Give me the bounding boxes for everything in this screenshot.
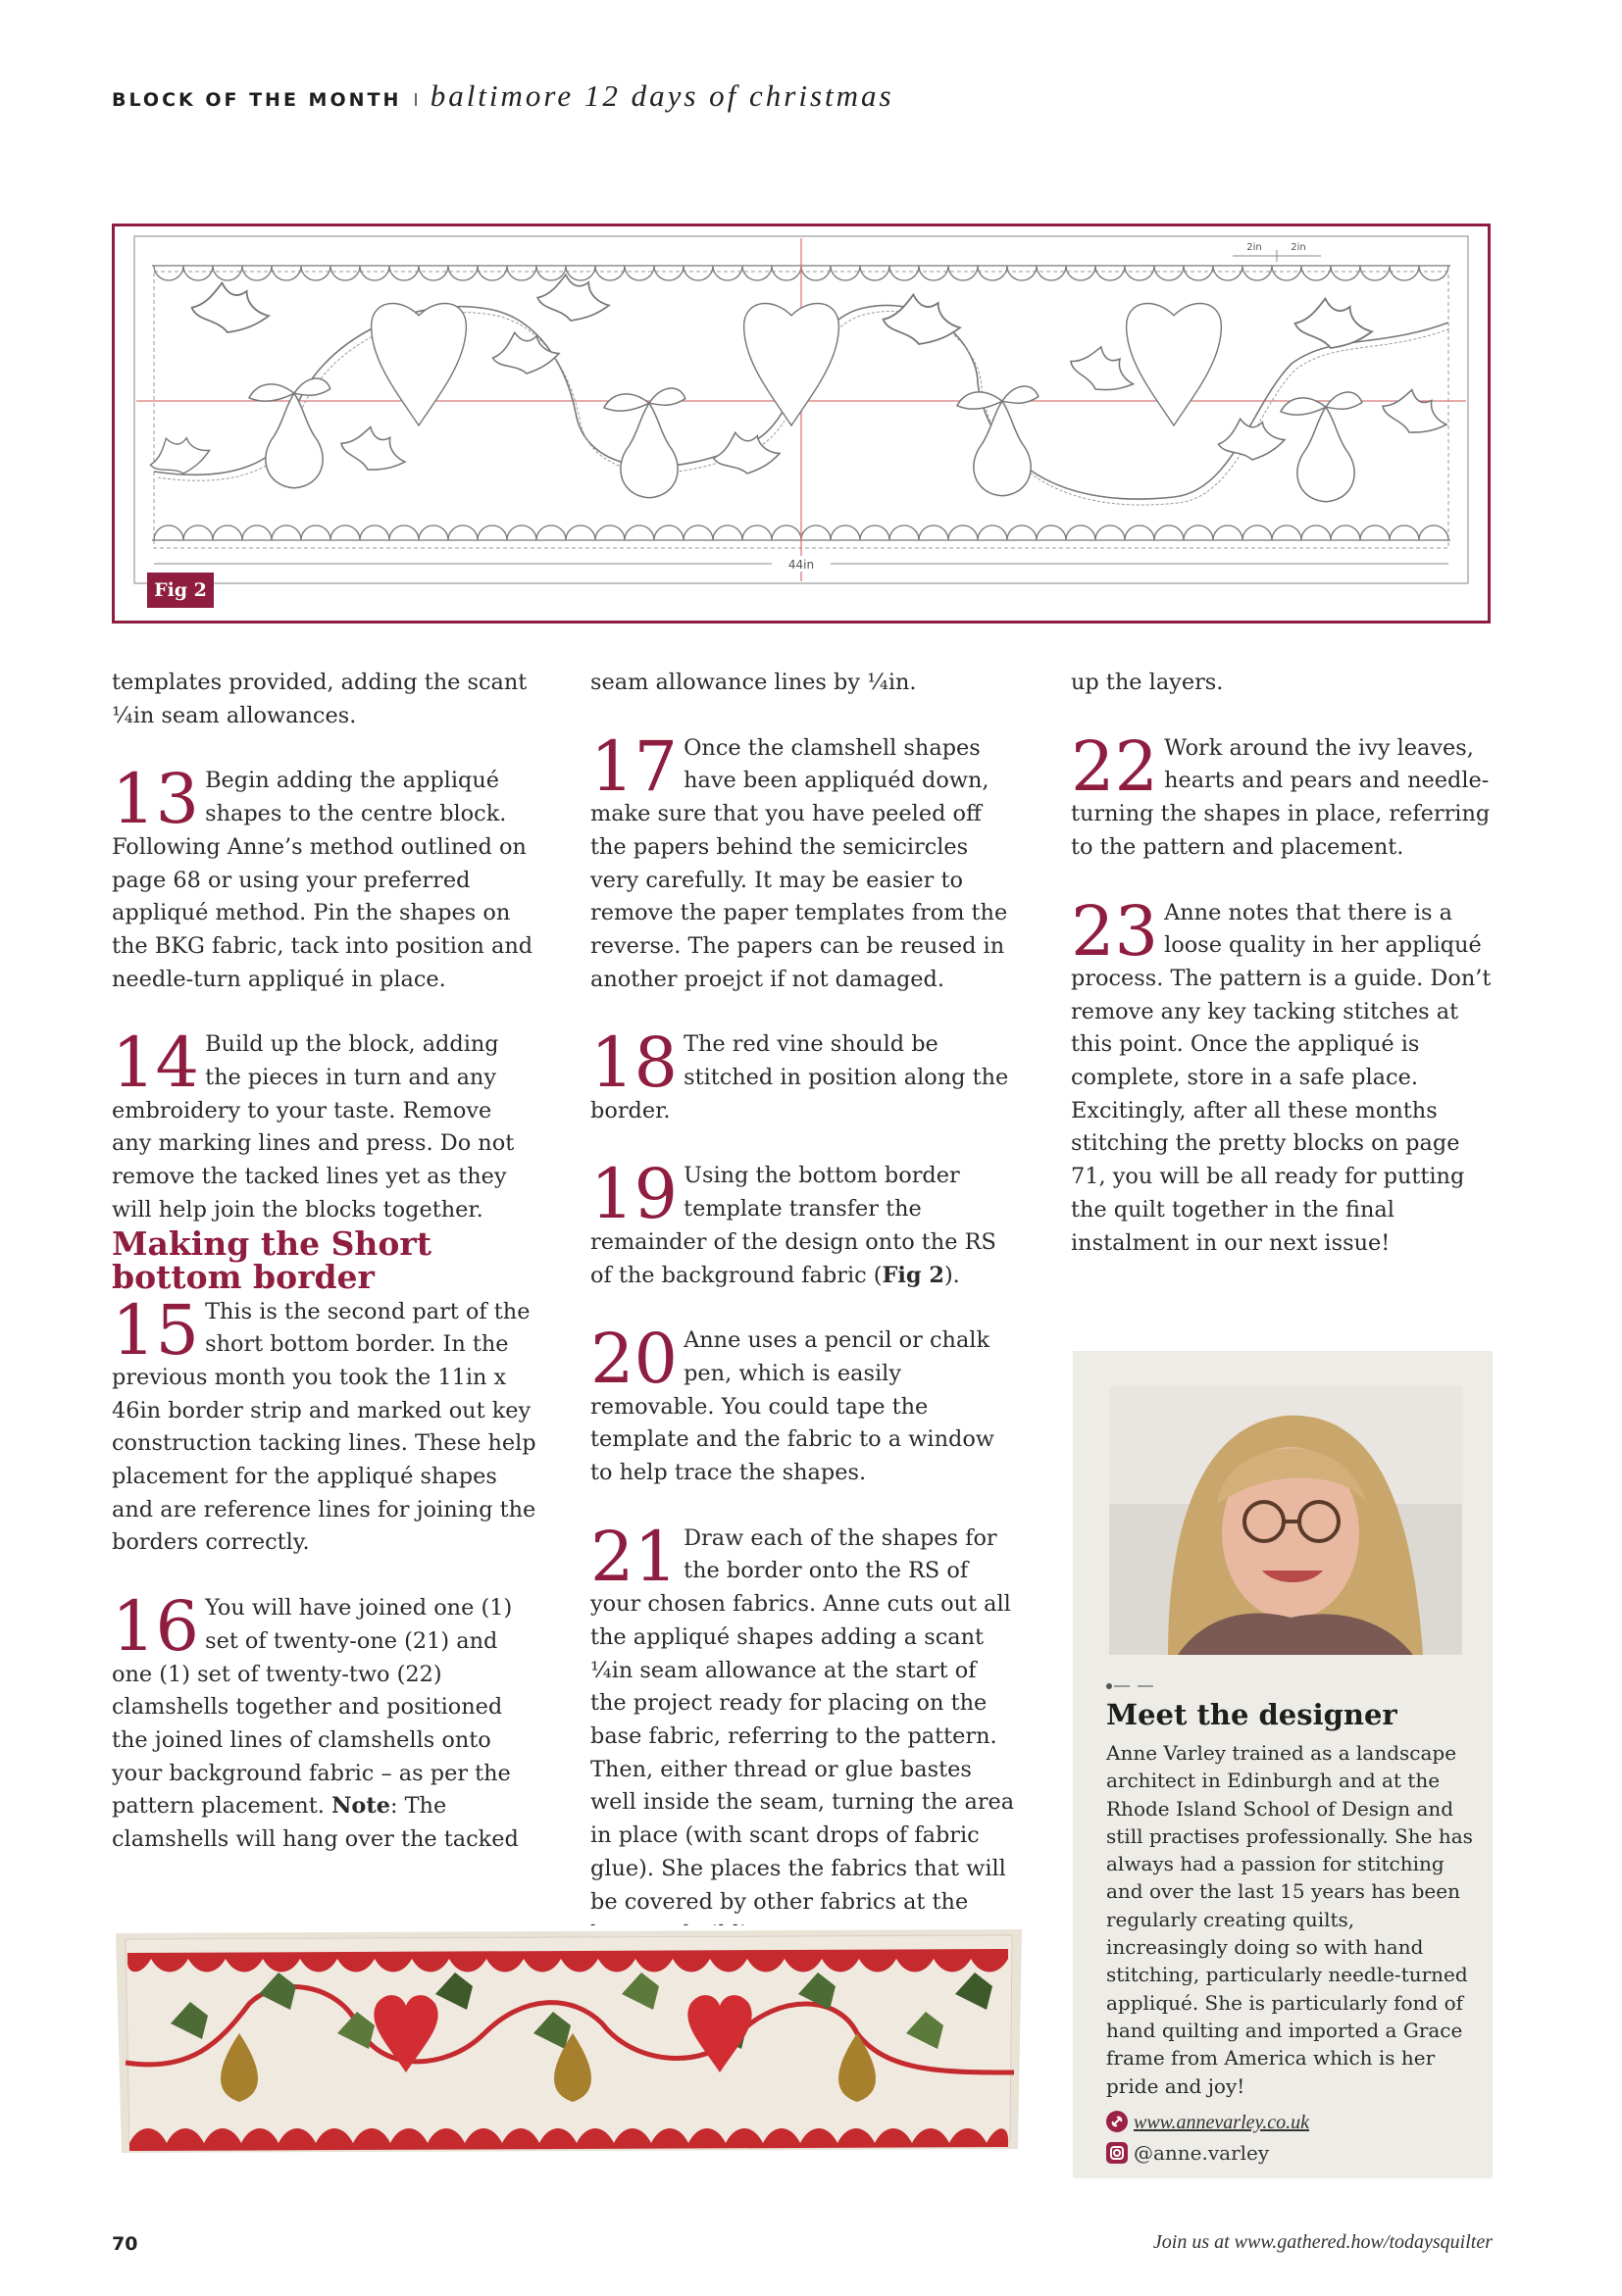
step-21-number: 21 [590, 1516, 679, 1597]
step-18-number: 18 [590, 1023, 679, 1104]
dimension-2in-a: 2in [1246, 242, 1262, 253]
step-20-text: Anne uses a pencil or chalk pen, which is easily removable. You could tape the template and the fabric to a window to help trace the shapes. [590, 1327, 994, 1486]
step-17 [590, 725, 1018, 997]
step-22 [1071, 725, 1495, 865]
step-16-number: 16 [112, 1586, 200, 1668]
section-subheading: Making the Short bottom border [112, 1223, 432, 1296]
dimension-44in: 44in [787, 558, 815, 572]
step-13-text: Begin adding the appliqué shapes to the centre block. Following Anne’s method outlined on page 68 or using your preferred appliqué method. Pin the shapes on the BKG fabric, tack into position and needle-turn appliqué in place. [112, 768, 533, 992]
step-16-note-label: Note [330, 1793, 390, 1820]
website-link[interactable]: www.annevarley.co.uk [1134, 2112, 1310, 2133]
designer-portrait [1109, 1386, 1462, 1655]
step-19 [590, 1154, 1018, 1292]
section-kicker: BLOCK OF THE MONTH [112, 89, 402, 111]
step-20-number: 20 [590, 1319, 679, 1400]
instagram-row [1106, 2139, 1269, 2167]
text-column-1 [112, 667, 537, 1857]
designer-bio: Anne Varley trained as a landscape architect in Edinburgh and at the Rhode Island School of Design and still practises professionally. She has always had a passion for stitching and over the last 15 years has been regularly creating quilts, increasingly doing so with hand stitching, particularly needle-turned appliqué. She is particularly fond of hand quilting and imported a Grace frame from America which is her pride and joy! [1106, 1741, 1473, 2098]
step-15-text: This is the second part of the short bottom border. In the previous month you took the 11in x 46in border strip and marked out key construction tacking lines. These help placement for the appliqué shapes and are reference lines for joining the borders correctly. [112, 1298, 536, 1556]
website-row [1106, 2108, 1309, 2136]
step-16 [112, 1586, 537, 1857]
step-20 [590, 1319, 1018, 1490]
instagram-handle[interactable]: @anne.varley [1134, 2141, 1270, 2165]
step-17-number: 17 [590, 725, 679, 807]
step-15-number: 15 [112, 1289, 200, 1371]
step-21 [590, 1516, 1018, 1952]
step-16-text-a: You will have joined one (1) set of twenty-one (21) and one (1) set of twenty-two (22) clamshells together and positioned the joined lines of clamshells onto your background fabric – as per the pattern placement. [112, 1595, 513, 1820]
step-18 [590, 1023, 1018, 1127]
step-13-number: 13 [112, 759, 200, 840]
page-number: 70 [112, 2233, 138, 2255]
step-19-text-a: Using the bottom border template transfer the remainder of the design onto the RS of the background fabric ( [590, 1163, 996, 1288]
step-22-text: Work around the ivy leaves, hearts and pears and needle-turning the shapes in place, referring to the pattern and placement. [1071, 734, 1491, 860]
step-23-number: 23 [1071, 890, 1159, 972]
step-21-text: Draw each of the shapes for the border onto the RS of your chosen fabrics. Anne cuts out all the appliqué shapes adding a scant ¼in seam allowance at the start of the project ready for placing on the base fabric, referring to the pattern. Then, either thread or glue bastes well inside the seam, turning the area in place (with scant drops of fabric glue). She places the fabrics that will be covered by other fabrics at the [590, 1524, 1015, 1915]
series-title: baltimore 12 days of christmas [430, 78, 894, 113]
step-19-number: 19 [590, 1154, 679, 1235]
col3-intro: up the layers. [1071, 670, 1224, 695]
step-23 [1071, 890, 1495, 1261]
text-column-2 [590, 667, 1018, 1952]
border-pattern-diagram [115, 226, 1488, 621]
step-19-fig-ref: Fig 2 [882, 1262, 944, 1288]
instagram-icon [1106, 2142, 1128, 2164]
link-icon [1106, 2111, 1128, 2132]
header-separator: I [413, 90, 419, 111]
step-19-text-b: ). [943, 1262, 960, 1288]
step-14-text: Build up the block, adding the pieces in turn and any embroidery to your taste. Remove any marking lines and press. Do not remove the tacked lines yet as they will help join the blocks together. [112, 1031, 515, 1223]
step-14 [112, 1023, 537, 1226]
step-18-text: The red vine should be stitched in position along the border. [590, 1031, 1009, 1123]
footer-promo: Join us at www.gathered.how/todaysquilter [1152, 2231, 1493, 2253]
dimension-2in-b: 2in [1291, 242, 1306, 253]
border-quilt-photo [112, 1925, 1026, 2157]
step-13 [112, 759, 537, 996]
step-15 [112, 1289, 537, 1561]
decorative-dots [1106, 1682, 1165, 1690]
text-column-3 [1071, 667, 1495, 1260]
step-22-number: 22 [1071, 725, 1159, 807]
step-17-text: Once the clamshell shapes have been appliquéd down, make sure that you have peeled off the papers behind the semicircles very carefully. It may be easier to remove the paper templates from the reverse. The papers can be reused in another proejct if not damaged. [590, 734, 1008, 992]
figure-2-frame [112, 224, 1491, 624]
designer-heading: Meet the designer [1106, 1698, 1397, 1731]
running-header [112, 78, 894, 114]
col1-intro: templates provided, adding the scant ¼in seam allowances. [112, 670, 528, 728]
figure-label: Fig 2 [147, 573, 214, 608]
col2-intro: seam allowance lines by ¼in. [590, 670, 917, 695]
step-16-text-b: : The clamshells will hang over the tacked [112, 1793, 519, 1853]
step-23-text: Anne notes that there is a loose quality in her appliqué process. The pattern is a guide. Don’t remove any key tacking stitches at this point. Once the appliqué is complete, store in a safe place. Excitingly, after all these months stitching the pretty blocks on page 71, you will be all ready for putting the quilt together in the final instalment in our next issue! [1071, 899, 1492, 1256]
step-14-number: 14 [112, 1023, 200, 1104]
